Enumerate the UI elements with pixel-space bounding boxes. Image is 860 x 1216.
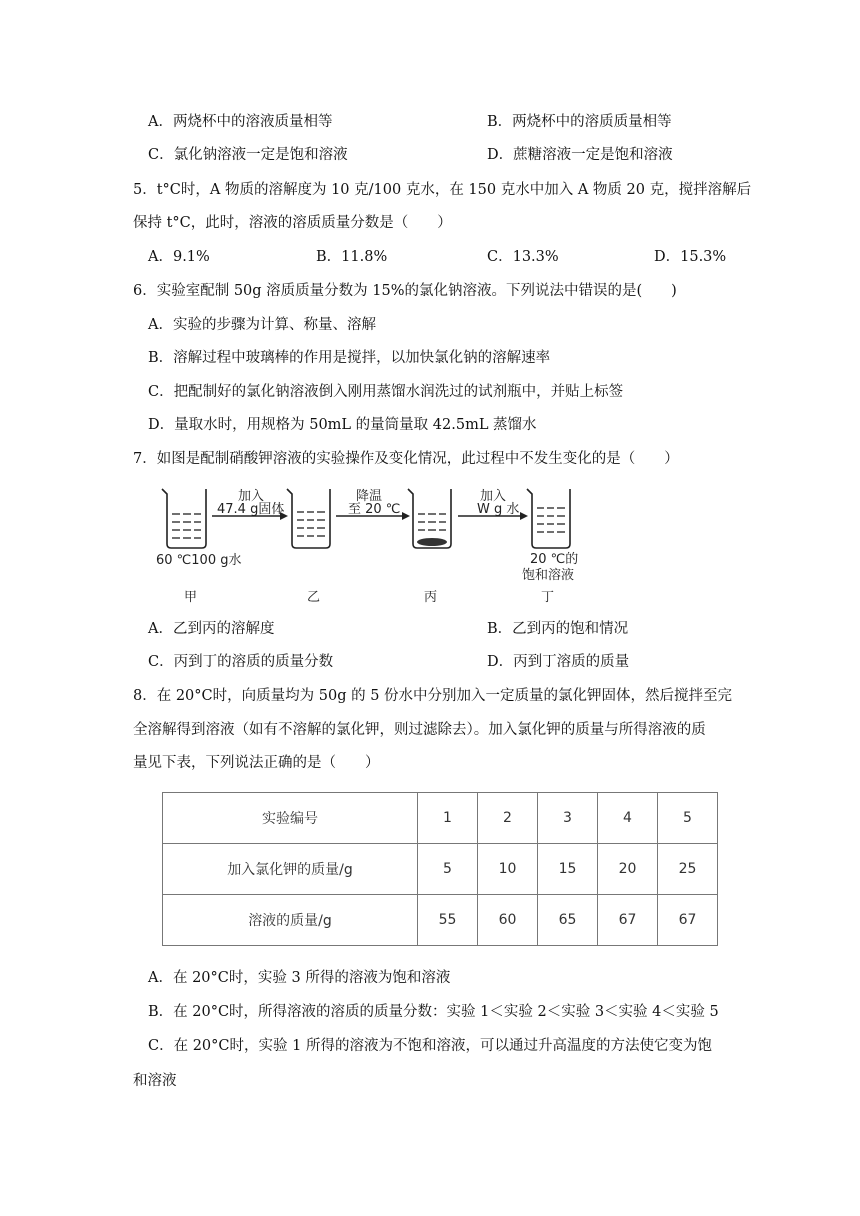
arrow1-top-label: 加入 — [238, 489, 265, 504]
beaker4-caption-line2: 饱和溶液 — [522, 568, 575, 583]
q6-stem: 6．实验室配制 50g 溶质质量分数为 15%的氯化钠溶液。下列说法中错误的是( ) — [133, 283, 677, 299]
q5-stem-line1: 5．t°C时，A 物质的溶解度为 10 克/100 克水，在 150 克水中加入 A 物质 20 克，搅拌溶解后 — [133, 182, 752, 198]
q8-option-c-line2: 和溶液 — [133, 1073, 177, 1089]
q8-stem-line1: 8．在 20°C时，向质量均为 50g 的 5 份水中分别加入一定质量的氯化钾固体，然后搅拌至完 — [133, 688, 733, 704]
table-cell: 67 — [658, 895, 718, 946]
q4-option-a: A．两烧杯中的溶液质量相等 — [148, 114, 333, 130]
arrow2-bottom-label: 至 20 ℃ — [348, 502, 401, 517]
q5-option-b: B．11.8% — [316, 249, 388, 265]
table-cell: 3 — [538, 793, 598, 844]
q7-stem: 7．如图是配制硝酸钾溶液的实验操作及变化情况，此过程中不发生变化的是（ ） — [133, 451, 679, 467]
beaker-yi — [287, 489, 330, 548]
table-cell: 65 — [538, 895, 598, 946]
table-cell: 5 — [418, 844, 478, 895]
table-row-header: 实验编号 — [163, 793, 418, 844]
table-cell: 55 — [418, 895, 478, 946]
beaker-ding — [527, 489, 570, 548]
q6-option-d: D．量取水时，用规格为 50mL 的量筒量取 42.5mL 蒸馏水 — [148, 417, 537, 433]
q4-option-c: C．氯化钠溶液一定是饱和溶液 — [148, 147, 348, 163]
table-row-header: 溶液的质量/g — [163, 895, 418, 946]
table-row-header: 加入氯化钾的质量/g — [163, 844, 418, 895]
arrow2-top-label: 降温 — [356, 489, 383, 504]
table-cell: 67 — [598, 895, 658, 946]
q7-option-b: B．乙到丙的饱和情况 — [487, 621, 629, 637]
table-cell: 4 — [598, 793, 658, 844]
q5-option-c: C．13.3% — [487, 249, 559, 265]
q7-option-a: A．乙到丙的溶解度 — [148, 621, 275, 637]
arrow1-bottom-label: 47.4 g固体 — [217, 502, 285, 517]
q8-option-c-line1: C．在 20°C时，实验 1 所得的溶液为不饱和溶液，可以通过升高温度的方法使它变为饱 — [148, 1038, 712, 1054]
table-cell: 10 — [478, 844, 538, 895]
beaker4-caption-line1: 20 ℃的 — [530, 552, 579, 567]
beaker-jia — [162, 489, 206, 548]
q5-stem-line2: 保持 t°C，此时，溶液的溶质质量分数是（ ） — [133, 215, 452, 231]
beaker4-name: 丁 — [541, 590, 555, 605]
beaker1-name: 甲 — [184, 590, 198, 605]
table-row — [163, 844, 718, 895]
q4-option-d: D．蔗糖溶液一定是饱和溶液 — [487, 147, 673, 163]
table-cell: 1 — [418, 793, 478, 844]
q5-option-d: D．15.3% — [654, 249, 727, 265]
q6-option-b: B．溶解过程中玻璃棒的作用是搅拌，以加快氯化钠的溶解速率 — [148, 350, 551, 366]
crystal-precipitate — [417, 538, 447, 546]
q5-option-a: A．9.1% — [148, 249, 210, 265]
table-cell: 20 — [598, 844, 658, 895]
q8-option-b: B．在 20°C时，所得溶液的溶质的质量分数：实验 1＜实验 2＜实验 3＜实验 4＜实验 5 — [148, 1004, 719, 1020]
arrow3-top-label: 加入 — [480, 489, 507, 504]
arrow3-bottom-label: W g 水 — [477, 502, 520, 517]
q7-option-d: D．丙到丁溶质的质量 — [487, 654, 630, 670]
beaker1-caption: 60 ℃100 g水 — [156, 553, 242, 568]
q8-option-a: A．在 20°C时，实验 3 所得的溶液为饱和溶液 — [148, 970, 451, 986]
q8-data-table — [162, 792, 718, 946]
table-row — [163, 793, 718, 844]
table-cell: 60 — [478, 895, 538, 946]
table-cell: 2 — [478, 793, 538, 844]
q8-stem-line2: 全溶解得到溶液（如有不溶解的氯化钾，则过滤除去）。加入氯化钾的质量与所得溶液的质 — [133, 722, 706, 738]
table-row — [163, 895, 718, 946]
table-cell: 5 — [658, 793, 718, 844]
q6-option-c: C．把配制好的氯化钠溶液倒入刚用蒸馏水润洗过的试剂瓶中，并贴上标签 — [148, 384, 624, 400]
beaker2-name: 乙 — [307, 590, 321, 605]
q7-option-c: C．丙到丁的溶质的质量分数 — [148, 654, 334, 670]
q8-stem-line3: 量见下表，下列说法正确的是（ ） — [133, 755, 380, 771]
q4-option-b: B．两烧杯中的溶质质量相等 — [487, 114, 672, 130]
table-cell: 25 — [658, 844, 718, 895]
q7-beaker-figure — [150, 480, 600, 606]
table-cell: 15 — [538, 844, 598, 895]
q6-option-a: A．实验的步骤为计算、称量、溶解 — [148, 317, 376, 333]
beaker3-name: 丙 — [424, 590, 438, 605]
